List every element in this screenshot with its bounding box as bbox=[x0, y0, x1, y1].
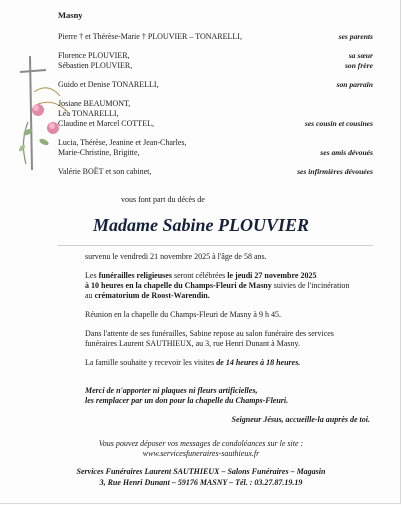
funeral-line-2: à 10 heures en la chapelle du Champs-Fleuri de Masny suivies de l'incinération bbox=[85, 281, 350, 290]
footer-line-2: 3, Rue Henri Dunant – 59176 MASNY – Tél. : 03.27.87.19.19 bbox=[99, 478, 303, 487]
family-names-1: Florence PLOUVIER, bbox=[58, 51, 130, 60]
footer-line-1: Services Funéraires Laurent SAUTHIEUX – Salons Funéraires – Magasin bbox=[76, 467, 326, 476]
funeral-line-3: au crématorium de Roost-Warendin. bbox=[85, 291, 210, 300]
condolences-line: Vous pouvez déposer vos messages de condoléances sur le site : bbox=[98, 439, 304, 448]
family-names-9: Valérie BOËT et son cabinet, bbox=[58, 167, 152, 176]
family-names-7: Lucia, Thérèse, Jeanine et Jean-Charles, bbox=[58, 138, 187, 147]
divider bbox=[58, 245, 373, 246]
flowers-line-2: les remplacer par un don pour la chapelle du Champs-Fleuri. bbox=[85, 396, 289, 405]
family-names-6: Claudine et Marcel COTTEL, bbox=[58, 119, 154, 128]
family-relation-9: ses infirmières dévouées bbox=[297, 167, 373, 176]
funeral-line-1: Les funérailles religieuses seront célébrées le jeudi 27 novembre 2025 bbox=[85, 271, 317, 280]
family-names-4: Josiane BEAUMONT, bbox=[58, 99, 131, 108]
deceased-name: Madame Sabine PLOUVIER bbox=[92, 215, 310, 235]
visits-line: La famille souhaite y recevoir les visites de 14 heures à 18 heures. bbox=[85, 358, 301, 367]
prayer-line: Seigneur Jésus, accueille-la auprès de toi. bbox=[231, 415, 370, 424]
rest-line-2: funéraires Laurent SAUTHIEUX, au 3, rue Henri Dunant à Masny. bbox=[85, 339, 300, 348]
family-names-8: Marie-Christine, Brigitte, bbox=[58, 148, 140, 157]
family-relation-6: ses cousin et cousines bbox=[304, 119, 373, 128]
rest-line-1: Dans l'attente de ses funérailles, Sabine repose au salon funéraire des services bbox=[85, 329, 334, 338]
family-relation-3: son parrain bbox=[336, 80, 373, 89]
family-relation-1: sa sœur bbox=[348, 51, 373, 60]
intro-line: vous font part du décès de bbox=[121, 195, 205, 204]
family-names-2: Sébastien PLOUVIER, bbox=[58, 61, 133, 70]
city-header: Masny bbox=[58, 10, 83, 20]
meeting-line: Réunion en la chapelle du Champs-Fleuri de Masny à 9 h 45. bbox=[85, 310, 281, 319]
flowers-line-1: Merci de n'apporter ni plaques ni fleurs artificielles, bbox=[85, 386, 258, 395]
family-relation-0: ses parents bbox=[338, 32, 373, 41]
family-names-0: Pierre † et Thérèse-Marie † PLOUVIER – TONARELLI, bbox=[58, 32, 242, 41]
family-relation-2: son frère bbox=[344, 61, 373, 70]
family-names-3: Guido et Denise TONARELLI, bbox=[58, 80, 159, 89]
family-names-5: Léa TONARELLI, bbox=[58, 109, 119, 118]
death-line: survenu le vendredi 21 novembre 2025 à l'âge de 58 ans. bbox=[85, 252, 267, 261]
condolences-url[interactable]: www.servicesfuneraires-sauthieux.fr bbox=[142, 449, 260, 458]
family-relation-8: ses amis dévoués bbox=[320, 148, 373, 157]
